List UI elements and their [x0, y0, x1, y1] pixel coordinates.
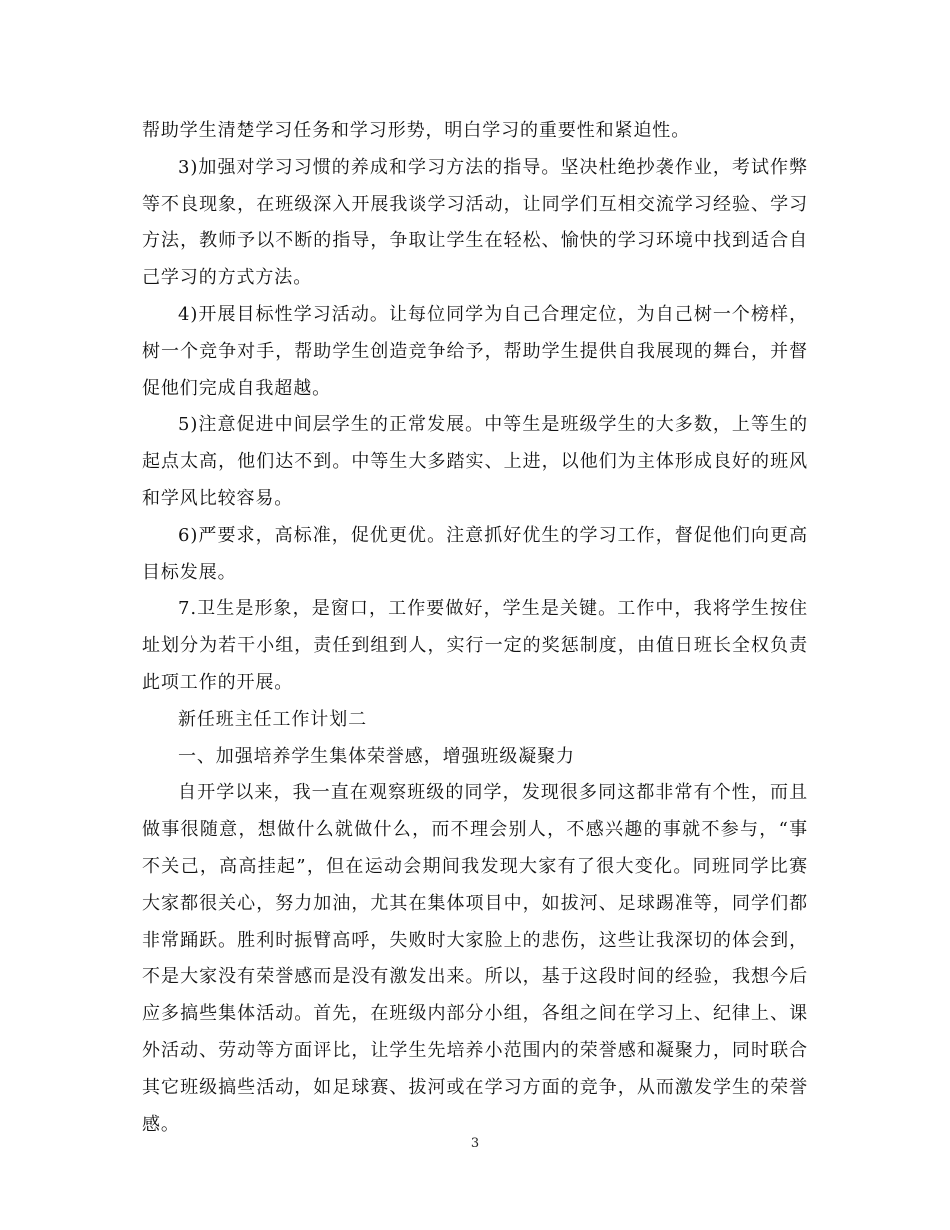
paragraph-item-6: 6)严要求，高标准，促优更优。注意抓好优生的学习工作，督促他们向更高目标发展。 — [142, 524, 808, 583]
section-heading-1: 一、加强培养学生集体荣誉感，增强班级凝聚力 — [178, 745, 575, 767]
section-title: 新任班主任工作计划二 — [178, 708, 367, 730]
body-text — [142, 113, 808, 1143]
paragraph-item-3: 3)加强对学习习惯的养成和学习方法的指导。坚决杜绝抄袭作业，考试作弊等不良现象，在班级深入开展我谈学习活动，让同学们互相交流学习经验、学习方法，教师予以不断的指导，争取让学生在轻松、愉快的学习环境中找到适合自己学习的方式方法。 — [142, 156, 808, 289]
paragraph-body: 自开学以来，我一直在观察班级的同学，发现很多同这都非常有个性，而且做事很随意，想做什么就做什么，而不理会别人，不感兴趣的事就不参与，“事不关己，高高挂起”，但在运动会期间我发现大家有了很大变化。同班同学比赛大家都很关心，努力加油，尤其在集体项目中，如拔河、足球踢准等，同学们都非常踊跃。胜利时振臂高呼，失败时大家脸上的悲伤，这些让我深切的体会到，不是大家没有荣誉感而是没有激发出来。所以，基于这段时间的经验，我想今后应多搞些集体活动。首先，在班级内部分小组，各组之间在学习上、纪律上、课外活动、劳动等方面评比，让学生先培养小范围内的荣誉感和凝聚力，同时联合其它班级搞些活动，如足球赛、拔河或在学习方面的竞争，从而激发学生的荣誉感。 — [142, 782, 808, 1135]
paragraph-item-7: 7.卫生是形象，是窗口，工作要做好，学生是关键。工作中，我将学生按住址划分为若干小组，责任到组到人，实行一定的奖惩制度，由值日班长全权负责此项工作的开展。 — [142, 598, 808, 693]
paragraph-item-5: 5)注意促进中间层学生的正常发展。中等生是班级学生的大多数，上等生的起点太高，他们达不到。中等生大多踏实、上进，以他们为主体形成良好的班风和学风比较容易。 — [142, 414, 808, 509]
paragraph-continuation: 帮助学生清楚学习任务和学习形势，明白学习的重要性和紧迫性。 — [142, 120, 691, 141]
paragraph-item-4: 4)开展目标性学习活动。让每位同学为自己合理定位，为自己树一个榜样，树一个竞争对手，帮助学生创造竞争给予，帮助学生提供自我展现的舞台，并督促他们完成自我超越。 — [142, 303, 808, 399]
page-number: 3 — [470, 1136, 480, 1151]
